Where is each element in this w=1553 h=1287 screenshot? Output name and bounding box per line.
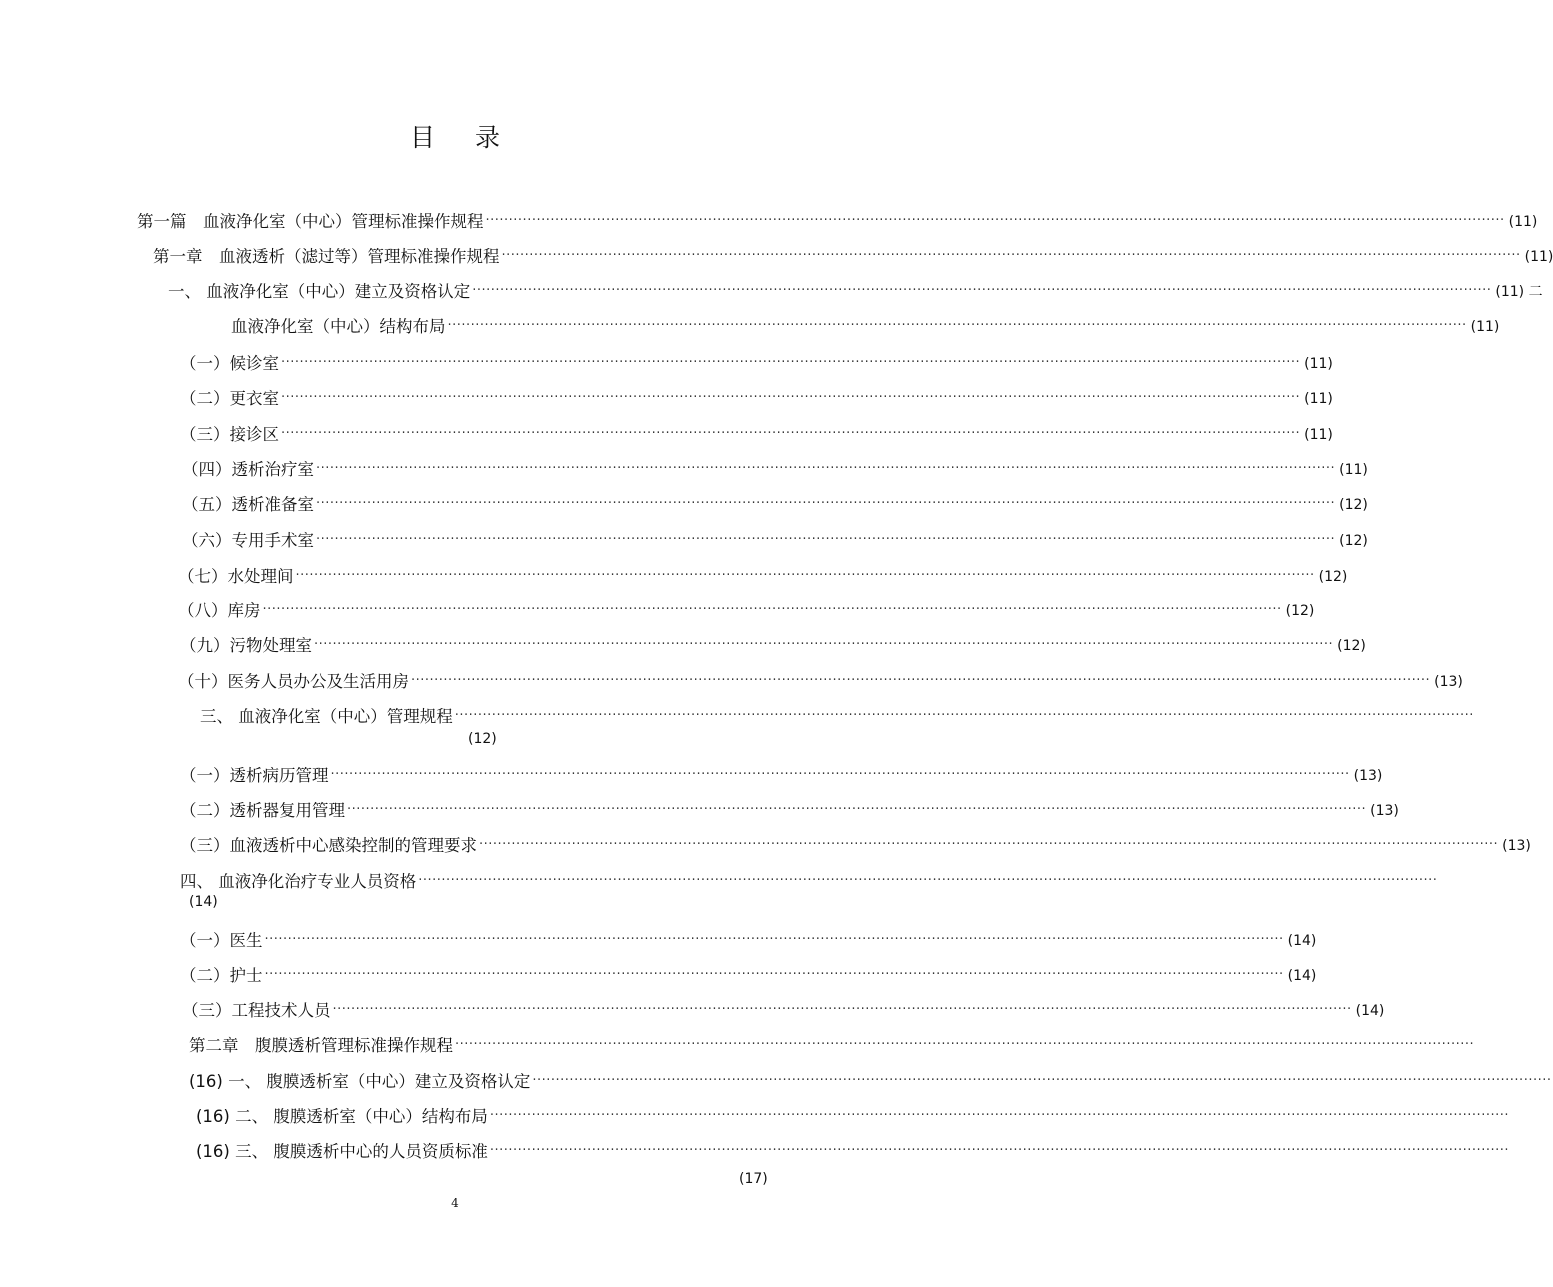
dot-leader: ····························································································································································································································: [485, 213, 1505, 228]
toc-entry-page: (12): [1337, 638, 1366, 654]
toc-entry-page: (11) 二: [1495, 284, 1543, 300]
toc-entry-label: （三）血液透析中心感染控制的管理要求: [180, 836, 477, 855]
toc-entry[interactable]: [153, 243, 1553, 269]
dot-leader: ····························································································································································································································: [501, 248, 1521, 263]
dot-leader: ····························································································································································································································: [264, 932, 1284, 947]
dot-leader: ····························································································································································································································: [532, 1073, 1552, 1088]
toc-entry[interactable]: [180, 832, 1531, 858]
dot-leader: ····························································································································································································································: [347, 802, 1367, 817]
toc-entry-page: (13): [1434, 674, 1463, 690]
toc-entry-label: （四）透析治疗室: [182, 460, 314, 479]
toc-entry-label: （二）护士: [180, 966, 263, 985]
dot-leader: ····························································································································································································································: [262, 602, 1282, 617]
toc-entry[interactable]: [182, 491, 1368, 517]
toc-title-char-2: 录: [475, 123, 501, 152]
toc-entry-label: （三）接诊区: [180, 425, 279, 444]
dot-leader: ····························································································································································································································: [489, 1143, 1509, 1158]
toc-entry-label: 一、 血液净化室（中心）建立及资格认定: [168, 282, 471, 301]
toc-entry[interactable]: [168, 278, 1543, 304]
toc-entry-label: (16) 二、 腹膜透析室（中心）结构布局: [196, 1107, 488, 1126]
toc-entry[interactable]: [178, 597, 1315, 623]
toc-entry-page: (11): [1508, 214, 1538, 230]
toc-entry[interactable]: [189, 1032, 1475, 1058]
toc-entry-label: 血液净化室（中心）结构布局: [231, 317, 446, 336]
toc-entry-page: (14): [189, 894, 218, 910]
dot-leader: ····························································································································································································································: [314, 637, 1334, 652]
dot-leader: ····························································································································································································································: [447, 318, 1467, 333]
dot-leader: ····························································································································································································································: [472, 283, 1492, 298]
page-number: 4: [451, 1196, 459, 1210]
toc-entry[interactable]: [180, 350, 1333, 376]
toc-entry-label: （八）库房: [178, 601, 261, 620]
toc-entry-label: （五）透析准备室: [182, 495, 314, 514]
dot-leader: ····························································································································································································································: [332, 1002, 1352, 1017]
toc-entry-label: （九）污物处理室: [180, 636, 312, 655]
toc-entry[interactable]: [196, 1103, 1509, 1129]
toc-entry-label: （二）更衣室: [180, 389, 279, 408]
toc-entry-page: (12): [1285, 603, 1315, 619]
dot-leader: ····························································································································································································································: [479, 837, 1499, 852]
toc-entry-page: (13): [1502, 838, 1531, 854]
toc-title-char-1: 目: [409, 123, 435, 152]
toc-entry[interactable]: [231, 313, 1500, 339]
toc-entry-page: (12): [468, 731, 497, 747]
toc-entry-page: (14): [1355, 1003, 1385, 1019]
toc-entry[interactable]: [180, 927, 1317, 953]
toc-entry[interactable]: [180, 797, 1399, 823]
toc-entry[interactable]: [180, 868, 1438, 894]
dot-leader: ····························································································································································································································: [454, 708, 1474, 723]
toc-entry-label: (16) 一、 腹膜透析室（中心）建立及资格认定: [189, 1072, 531, 1091]
toc-entry[interactable]: [178, 668, 1463, 694]
toc-entry-page: (12): [1318, 569, 1348, 585]
toc-entry-page: (14): [1287, 933, 1317, 949]
toc-entry-page: (13): [1370, 803, 1399, 819]
dot-leader: ····························································································································································································································: [489, 1108, 1509, 1123]
toc-entry[interactable]: [178, 563, 1348, 589]
toc-entry-page: (14): [1287, 968, 1317, 984]
toc-entry-label: 第一篇 血液净化室（中心）管理标准操作规程: [137, 212, 484, 231]
toc-entry-page: (12): [1339, 533, 1368, 549]
dot-leader: ····························································································································································································································: [330, 767, 1350, 782]
toc-entry-label: 三、 血液净化室（中心）管理规程: [200, 707, 453, 726]
toc-entry-page: (13): [1353, 768, 1383, 784]
toc-entry[interactable]: [180, 962, 1317, 988]
toc-entry-page: (11): [1304, 356, 1333, 372]
toc-entry-label: （一）医生: [180, 931, 263, 950]
toc-entry-page: (17): [739, 1171, 768, 1187]
dot-leader: ····························································································································································································································: [281, 426, 1301, 441]
toc-entry[interactable]: [180, 762, 1383, 788]
toc-entry-label: （七）水处理间: [178, 567, 294, 586]
toc-entry[interactable]: [137, 208, 1538, 234]
dot-leader: ····························································································································································································································: [316, 461, 1336, 476]
toc-entry-label: 四、 血液净化治疗专业人员资格: [180, 872, 417, 891]
toc-entry-label: 第二章 腹膜透析管理标准操作规程: [189, 1036, 453, 1055]
toc-entry-label: （一）透析病历管理: [180, 766, 329, 785]
dot-leader: ····························································································································································································································: [316, 532, 1336, 547]
dot-leader: ····························································································································································································································: [281, 355, 1301, 370]
toc-entry-page: (12): [1339, 497, 1368, 513]
toc-entry[interactable]: [180, 421, 1333, 447]
dot-leader: ····························································································································································································································: [316, 496, 1336, 511]
toc-entry-page: (11): [1339, 462, 1368, 478]
toc-entry-page: (11): [1304, 391, 1333, 407]
dot-leader: ····························································································································································································································: [411, 673, 1431, 688]
toc-entry[interactable]: [189, 1068, 1552, 1094]
toc-entry-page: (11): [1470, 319, 1500, 335]
toc-entry[interactable]: [180, 385, 1333, 411]
toc-entry[interactable]: [196, 1138, 1509, 1164]
dot-leader: ····························································································································································································································: [281, 390, 1301, 405]
toc-entry-label: 第一章 血液透析（滤过等）管理标准操作规程: [153, 247, 500, 266]
toc-entry-label: （二）透析器复用管理: [180, 801, 345, 820]
dot-leader: ····························································································································································································································: [418, 873, 1438, 888]
toc-entry-label: （一）候诊室: [180, 354, 279, 373]
toc-entry[interactable]: [182, 527, 1368, 553]
dot-leader: ····························································································································································································································: [455, 1037, 1475, 1052]
toc-entry[interactable]: [182, 997, 1385, 1023]
toc-entry-label: （三）工程技术人员: [182, 1001, 331, 1020]
toc-entry-label: （六）专用手术室: [182, 531, 314, 550]
toc-entry[interactable]: [180, 632, 1366, 658]
dot-leader: ····························································································································································································································: [295, 568, 1315, 583]
toc-entry-page: (11): [1524, 249, 1553, 265]
toc-entry[interactable]: [182, 456, 1368, 482]
toc-entry[interactable]: [200, 703, 1474, 729]
dot-leader: ····························································································································································································································: [264, 967, 1284, 982]
toc-entry-label: （十）医务人员办公及生活用房: [178, 672, 409, 691]
toc-entry-label: (16) 三、 腹膜透析中心的人员资质标准: [196, 1142, 488, 1161]
toc-entry-page: (11): [1304, 427, 1333, 443]
